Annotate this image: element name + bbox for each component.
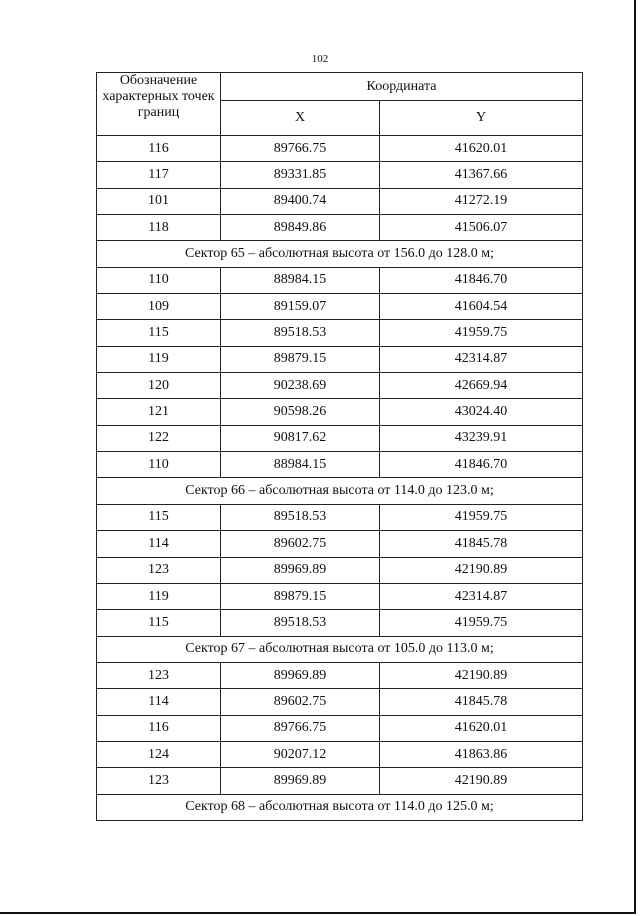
table-row	[97, 294, 583, 320]
x-coordinate-cell: 89518.53	[221, 320, 380, 346]
x-coordinate-cell: 89879.15	[221, 583, 380, 609]
x-coordinate-cell: 89879.15	[221, 346, 380, 372]
table-row	[97, 504, 583, 530]
header-row-top	[97, 73, 583, 101]
table-row	[97, 425, 583, 451]
y-coordinate-cell: 42314.87	[380, 583, 583, 609]
x-coordinate-cell: 89602.75	[221, 689, 380, 715]
x-coordinate-cell: 88984.15	[221, 452, 380, 478]
x-coordinate-cell: 90598.26	[221, 399, 380, 425]
y-coordinate-cell: 41959.75	[380, 320, 583, 346]
table-row	[97, 373, 583, 399]
y-coordinate-cell: 41846.70	[380, 267, 583, 293]
point-id-cell: 114	[97, 531, 221, 557]
point-id-cell: 122	[97, 425, 221, 451]
y-coordinate-cell: 41272.19	[380, 188, 583, 214]
table-row	[97, 610, 583, 636]
x-coordinate-cell: 89849.86	[221, 215, 380, 241]
table-row	[97, 162, 583, 188]
table-row	[97, 136, 583, 162]
x-coordinate-cell: 89400.74	[221, 188, 380, 214]
table-row	[97, 741, 583, 767]
x-coordinate-cell: 89331.85	[221, 162, 380, 188]
y-coordinate-cell: 42669.94	[380, 373, 583, 399]
y-coordinate-cell: 41846.70	[380, 452, 583, 478]
y-coordinate-cell: 41845.78	[380, 531, 583, 557]
x-coordinate-cell: 90207.12	[221, 741, 380, 767]
point-id-cell: 123	[97, 557, 221, 583]
table-row	[97, 452, 583, 478]
point-id-cell: 121	[97, 399, 221, 425]
table-row	[97, 557, 583, 583]
table-row	[97, 346, 583, 372]
point-id-cell: 110	[97, 452, 221, 478]
table-row	[97, 188, 583, 214]
sector-caption: Сектор 68 – абсолютная высота от 114.0 до 125.0 м;	[97, 794, 583, 820]
coordinates-table	[96, 72, 583, 821]
table-row	[97, 583, 583, 609]
point-id-cell: 114	[97, 689, 221, 715]
point-id-cell: 120	[97, 373, 221, 399]
table-row	[97, 531, 583, 557]
point-id-cell: 116	[97, 136, 221, 162]
y-coordinate-cell: 41620.01	[380, 136, 583, 162]
sector-caption: Сектор 65 – абсолютная высота от 156.0 до 128.0 м;	[97, 241, 583, 267]
point-designation-header: Обозначение характерных точек границ	[97, 73, 221, 136]
sector-row	[97, 794, 583, 820]
y-coordinate-cell: 43024.40	[380, 399, 583, 425]
sector-row	[97, 636, 583, 662]
table-row	[97, 768, 583, 794]
y-coordinate-cell: 41863.86	[380, 741, 583, 767]
table-row	[97, 399, 583, 425]
y-coordinate-cell: 41620.01	[380, 715, 583, 741]
x-coordinate-cell: 89518.53	[221, 504, 380, 530]
point-id-cell: 110	[97, 267, 221, 293]
table-row	[97, 215, 583, 241]
y-coordinate-cell: 41506.07	[380, 215, 583, 241]
x-coordinate-cell: 89518.53	[221, 610, 380, 636]
point-id-cell: 115	[97, 610, 221, 636]
table-row	[97, 715, 583, 741]
x-coordinate-cell: 89969.89	[221, 662, 380, 688]
point-id-cell: 123	[97, 768, 221, 794]
table-row	[97, 689, 583, 715]
point-id-cell: 109	[97, 294, 221, 320]
y-coordinate-cell: 42314.87	[380, 346, 583, 372]
sector-caption: Сектор 67 – абсолютная высота от 105.0 до 113.0 м;	[97, 636, 583, 662]
point-id-cell: 115	[97, 320, 221, 346]
point-id-cell: 115	[97, 504, 221, 530]
table-row	[97, 320, 583, 346]
x-coordinate-cell: 89766.75	[221, 136, 380, 162]
y-coordinate-cell: 42190.89	[380, 768, 583, 794]
y-coordinate-cell: 41367.66	[380, 162, 583, 188]
x-coordinate-cell: 89159.07	[221, 294, 380, 320]
x-coordinate-cell: 90238.69	[221, 373, 380, 399]
point-id-cell: 116	[97, 715, 221, 741]
x-header: X	[221, 101, 380, 136]
x-coordinate-cell: 90817.62	[221, 425, 380, 451]
x-coordinate-cell: 89969.89	[221, 768, 380, 794]
point-id-cell: 119	[97, 346, 221, 372]
y-coordinate-cell: 41959.75	[380, 504, 583, 530]
point-id-cell: 117	[97, 162, 221, 188]
sector-row	[97, 241, 583, 267]
x-coordinate-cell: 89766.75	[221, 715, 380, 741]
y-coordinate-cell: 42190.89	[380, 557, 583, 583]
point-id-cell: 101	[97, 188, 221, 214]
coordinate-header: Координата	[221, 73, 583, 101]
x-coordinate-cell: 89602.75	[221, 531, 380, 557]
point-id-cell: 118	[97, 215, 221, 241]
y-coordinate-cell: 43239.91	[380, 425, 583, 451]
page-number: 102	[311, 53, 329, 65]
y-header: Y	[380, 101, 583, 136]
point-id-cell: 123	[97, 662, 221, 688]
sector-row	[97, 478, 583, 504]
y-coordinate-cell: 41959.75	[380, 610, 583, 636]
coordinates-table-body	[97, 73, 583, 821]
point-id-cell: 124	[97, 741, 221, 767]
x-coordinate-cell: 88984.15	[221, 267, 380, 293]
y-coordinate-cell: 41604.54	[380, 294, 583, 320]
table-row	[97, 662, 583, 688]
x-coordinate-cell: 89969.89	[221, 557, 380, 583]
y-coordinate-cell: 41845.78	[380, 689, 583, 715]
point-id-cell: 119	[97, 583, 221, 609]
y-coordinate-cell: 42190.89	[380, 662, 583, 688]
table-row	[97, 267, 583, 293]
sector-caption: Сектор 66 – абсолютная высота от 114.0 до 123.0 м;	[97, 478, 583, 504]
